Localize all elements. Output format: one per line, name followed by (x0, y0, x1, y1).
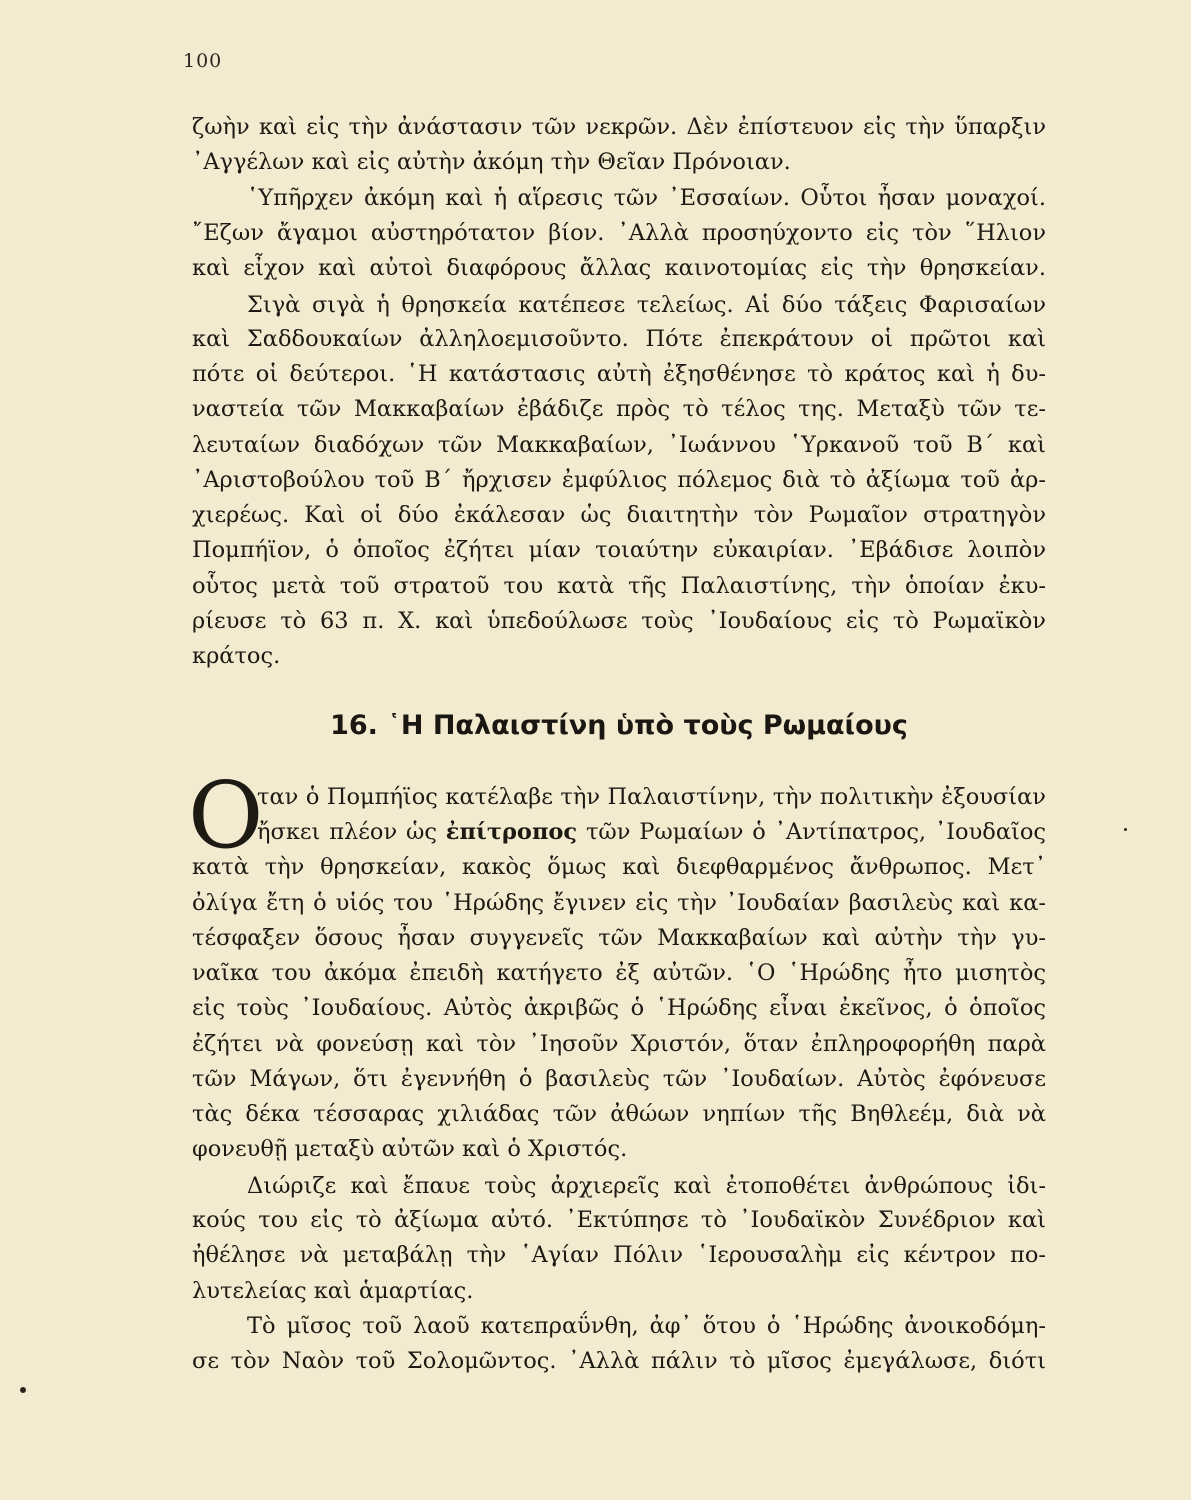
text-line: ρίευσε τὸ 63 π. Χ. καὶ ὑπεδούλωσε τοὺς ᾽Ιουδαίους εἰς τὸ Ρωμαϊκὸν (192, 608, 1046, 634)
text-line: ῾Υπῆρχεν ἀκόμη καὶ ἡ αἵρεσις τῶν ᾽Εσσαίων. Οὗτοι ἦσαν μοναχοί. (247, 185, 1046, 211)
text-line: ταν ὁ Πομπήϊος κατέλαβε τὴν Παλαιστίνην, τὴν πολιτικὴν ἐξουσίαν (257, 784, 1046, 810)
text-line: τῶν Μάγων, ὅτι ἐγεννήθη ὁ βασιλεὺς τῶν ᾽Ιουδαίων. Αὐτὸς ἐφόνευσε (192, 1066, 1046, 1092)
text-line: ᾽Αριστοβούλου τοῦ Β΄ ἤρχισεν ἐμφύλιος πόλεμος διὰ τὸ ἀξίωμα τοῦ ἀρ- (192, 467, 1046, 493)
ink-mark (1124, 828, 1127, 831)
text-line: Τὸ μῖσος τοῦ λαοῦ κατεπραΰνθη, ἀφ᾽ ὅτου ὁ ῾Ηρώδης ἀνοικοδόμη- (247, 1313, 1046, 1339)
text-line: καὶ εἶχον καὶ αὐτοὶ διαφόρους ἄλλας καινοτομίας εἰς τὴν θρησκείαν. (192, 255, 1046, 281)
text-line: οὗτος μετὰ τοῦ στρατοῦ του κατὰ τῆς Παλαιστίνης, τὴν ὁποίαν ἐκυ- (192, 573, 1046, 599)
text-line: ζωὴν καὶ εἰς τὴν ἀνάστασιν τῶν νεκρῶν. Δὲν ἐπίστευον εἰς τὴν ὕπαρξιν (192, 114, 1046, 140)
text-line: τέσφαξεν ὅσους ἦσαν συγγενεῖς τῶν Μακκαβαίων καὶ αὐτὴν τὴν γυ- (192, 925, 1046, 951)
text-line: πότε οἱ δεύτεροι. ῾Η κατάστασις αὐτὴ ἐξησθένησε τὸ κράτος καὶ ἡ δυ- (192, 361, 1046, 387)
text-run: ἤσκει πλέον ὡς (257, 819, 446, 845)
bold-term: ἐπίτροπος (445, 819, 578, 845)
text-line: τὰς δέκα τέσσαρας χιλιάδας τῶν ἀθώων νηπίων τῆς Βηθλεέμ, διὰ νὰ (192, 1101, 1046, 1127)
text-line: ὀλίγα ἔτη ὁ υἱός του ῾Ηρώδης ἔγινεν εἰς τὴν ᾽Ιουδαίαν βασιλεὺς καὶ κα- (192, 890, 1046, 916)
text-line: λευταίων διαδόχων τῶν Μακκαβαίων, ᾽Ιωάννου ῾Υρκανοῦ τοῦ Β΄ καὶ (192, 432, 1046, 458)
text-line: ῎Εζων ἄγαμοι αὐστηρότατον βίον. ᾽Αλλὰ προσηύχοντο εἰς τὸν ῞Ηλιον (192, 220, 1046, 246)
text-line: Διώριζε καὶ ἔπαυε τοὺς ἀρχιερεῖς καὶ ἐτοποθέτει ἀνθρώπους ἰδι- (247, 1173, 1046, 1199)
text-line: κατὰ τὴν θρησκείαν, κακὸς ὅμως καὶ διεφθαρμένος ἄνθρωπος. Μετ᾽ (192, 854, 1046, 880)
section-heading: 16. ῾Η Παλαιστίνη ὑπὸ τοὺς Ρωμαίους (330, 710, 908, 741)
text-line: Πομπήϊον, ὁ ὁποῖος ἐζήτει μίαν τοιαύτην εὐκαιρίαν. ᾽Εβάδισε λοιπὸν (192, 537, 1046, 563)
text-line: κούς του εἰς τὸ ἀξίωμα αὐτό. ᾽Εκτύπησε τὸ ᾽Ιουδαϊκὸν Συνέδριον καὶ (192, 1207, 1046, 1233)
text-line: ἐζήτει νὰ φονεύσῃ καὶ τὸν ᾽Ιησοῦν Χριστόν, ὅταν ἐπληροφορήθη παρὰ (192, 1031, 1046, 1057)
text-line: κράτος. (192, 643, 281, 669)
text-run: τῶν Ρωμαίων ὁ ᾽Αντίπατρος, ᾽Ιουδαῖος (577, 819, 1046, 845)
text-line: καὶ Σαδδουκαίων ἀλληλοεμισοῦντο. Πότε ἐπεκράτουν οἱ πρῶτοι καὶ (192, 326, 1046, 352)
text-line: ᾽Αγγέλων καὶ εἰς αὐτὴν ἀκόμη τὴν Θεῖαν Πρόνοιαν. (192, 149, 791, 175)
text-line: ἠθέλησε νὰ μεταβάλῃ τὴν ῾Αγίαν Πόλιν ῾Ιερουσαλὴμ εἰς κέντρον πο- (192, 1242, 1046, 1268)
page-number: 100 (183, 50, 223, 72)
text-line: ναστεία τῶν Μακκαβαίων ἐβάδιζε πρὸς τὸ τέλος της. Μεταξὺ τῶν τε- (192, 396, 1046, 422)
text-line: ναῖκα του ἀκόμα ἐπειδὴ κατήγετο ἐξ αὐτῶν. ῾Ο ῾Ηρώδης ἦτο μισητὸς (192, 960, 1046, 986)
text-line: Σιγὰ σιγὰ ἡ θρησκεία κατέπεσε τελείως. Αἱ δύο τάξεις Φαρισαίων (247, 292, 1046, 318)
drop-cap: Ο (188, 762, 264, 869)
text-line (257, 817, 1046, 847)
ink-mark (20, 1387, 26, 1393)
text-line: λυτελείας καὶ ἁμαρτίας. (192, 1278, 474, 1304)
text-line: φονευθῇ μεταξὺ αὐτῶν καὶ ὁ Χριστός. (192, 1136, 628, 1162)
text-line: σε τὸν Ναὸν τοῦ Σολομῶντος. ᾽Αλλὰ πάλιν τὸ μῖσος ἐμεγάλωσε, διότι (192, 1348, 1046, 1374)
text-line: χιερέως. Καὶ οἱ δύο ἐκάλεσαν ὡς διαιτητὴν τὸν Ρωμαῖον στρατηγὸν (192, 502, 1046, 528)
text-line: εἰς τοὺς ᾽Ιουδαίους. Αὐτὸς ἀκριβῶς ὁ ῾Ηρώδης εἶναι ἐκεῖνος, ὁ ὁποῖος (192, 995, 1046, 1021)
